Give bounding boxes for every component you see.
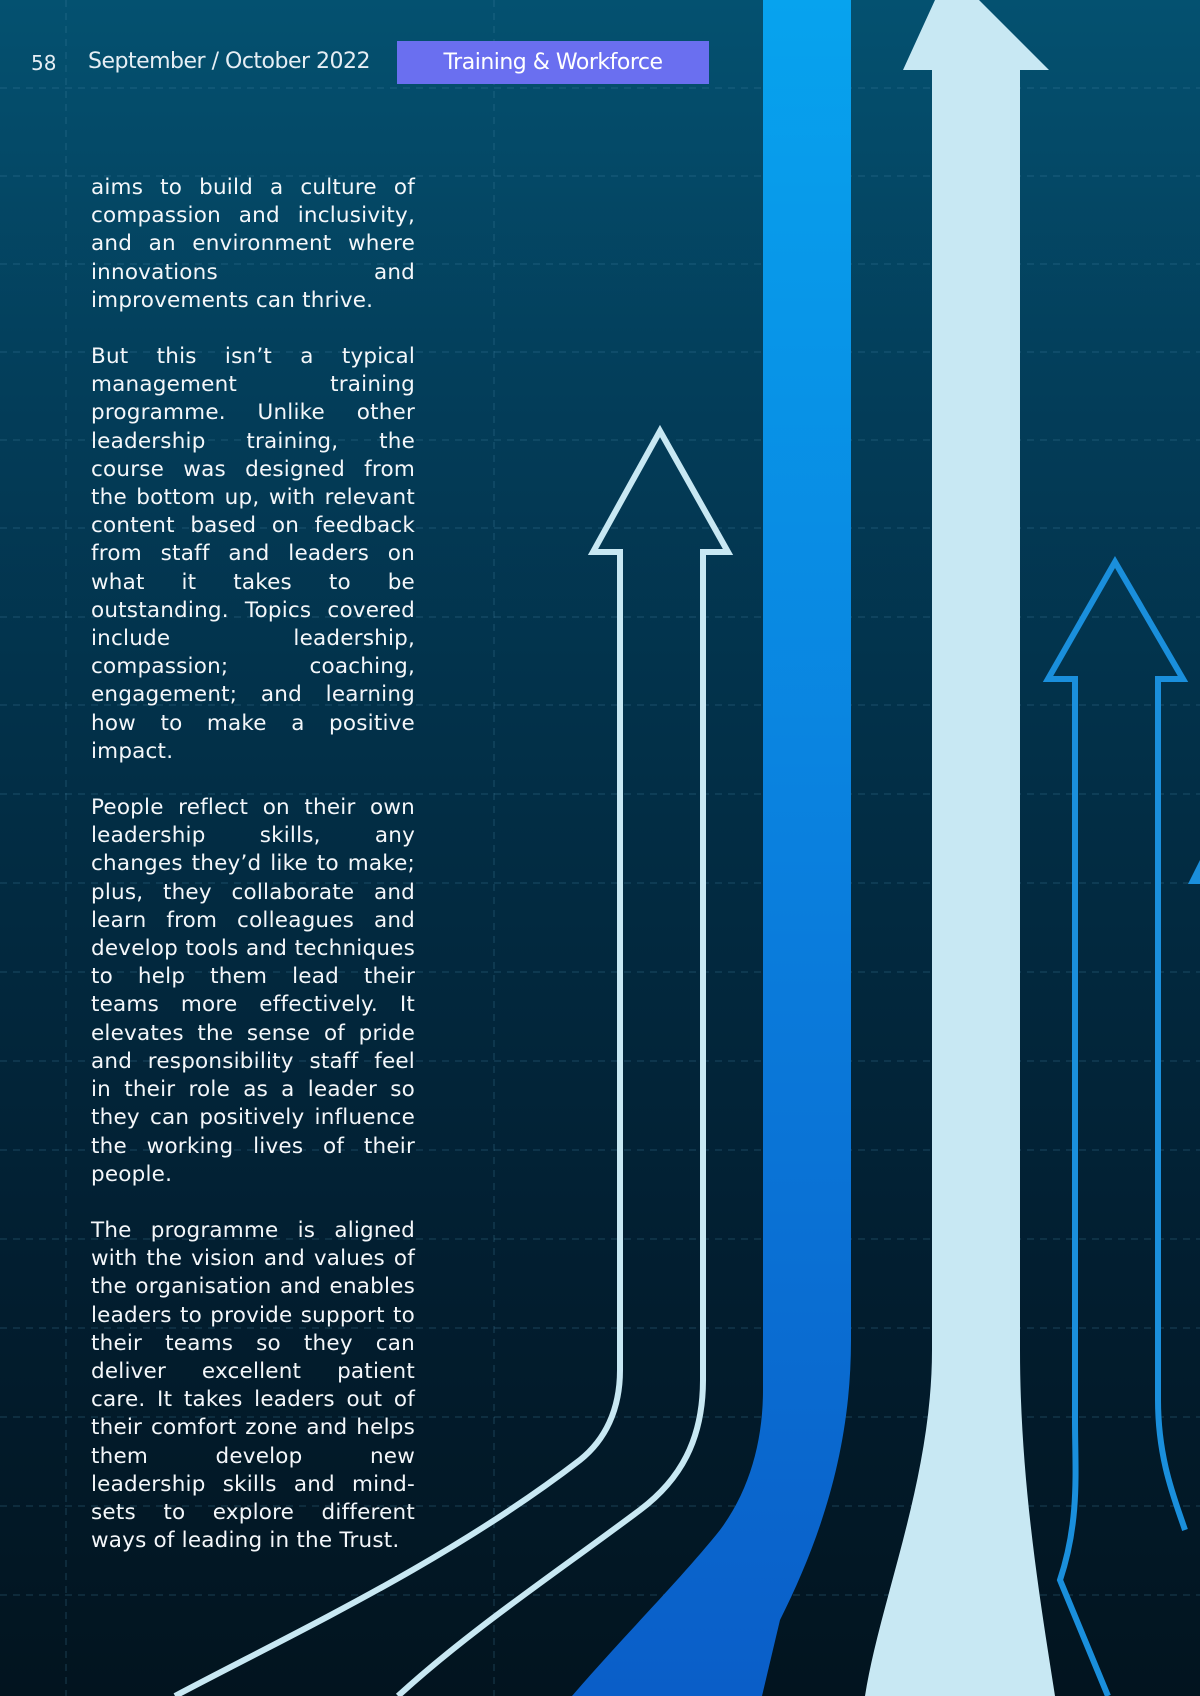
article-body (91, 174, 415, 1583)
outline-arrow-right (1048, 562, 1185, 1696)
article-paragraph: People reflect on their own leadership skills, any changes they’d like to make; plus, they collaborate and learn from colleagues and develop tools and techniques to help them lead their teams more effectively. It elevates the sense of pride and responsibility staff feel in their role as a leader so they can positively influence the working lives of their people. (91, 795, 415, 1187)
large-light-arrow (865, 0, 1055, 1696)
issue-date: September / October 2022 (88, 49, 371, 74)
article-paragraph: aims to build a culture of compassion and inclusivity, and an environment where innovations and improvements can thrive. (91, 175, 415, 313)
section-tag: Training & Workforce (397, 41, 709, 84)
article-paragraph: But this isn’t a typical management training programme. Unlike other leadership training, the course was designed from the bottom up, with relevant content based on feedback from staff and leaders on what it takes to be outstanding. Topics covered include leadership, compassion; coaching, engagement; and learning how to make a positive impact. (91, 344, 415, 764)
partial-arrow-tip (1188, 860, 1200, 884)
blue-band-arrow (572, 0, 851, 1696)
page-number: 58 (31, 51, 57, 75)
article-paragraph: The programme is aligned with the vision and values of the organisation and enables leaders to provide support to their teams so they can deliver excellent patient care. It takes leaders out of their comfort zone and helps them develop new leadership skills and mind-sets to explore different ways of leading in the Trust. (91, 1217, 415, 1554)
